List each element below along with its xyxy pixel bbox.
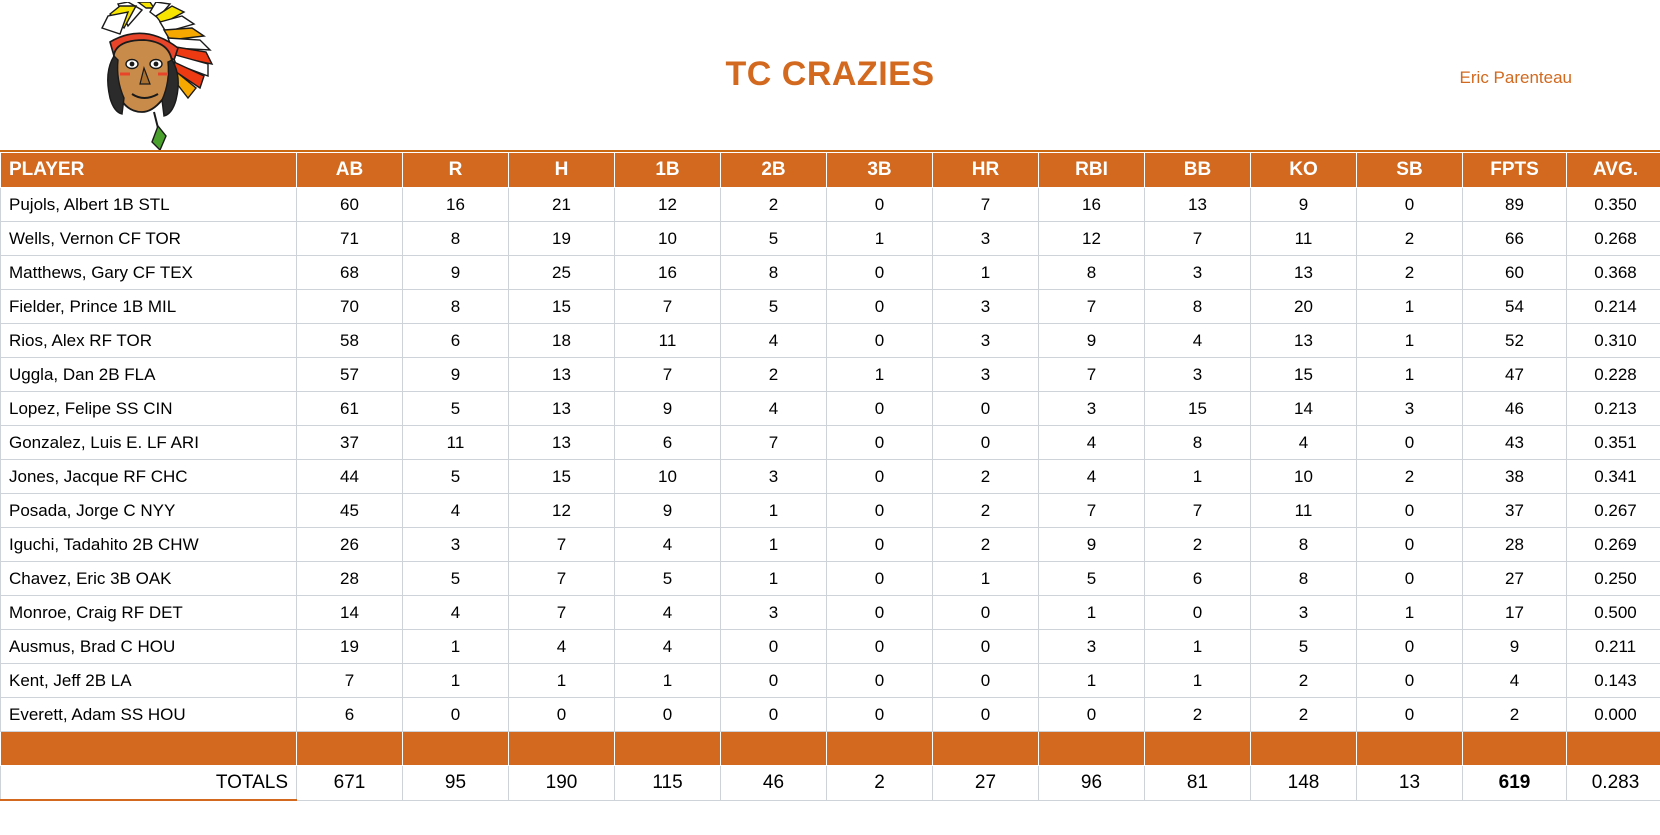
stat-2b: 2 bbox=[721, 358, 827, 392]
stat-2b: 0 bbox=[721, 698, 827, 732]
stat-fpts: 38 bbox=[1463, 460, 1567, 494]
stat-fpts: 89 bbox=[1463, 188, 1567, 222]
stat-hr: 7 bbox=[933, 188, 1039, 222]
stat-fpts: 28 bbox=[1463, 528, 1567, 562]
stat-rbi: 9 bbox=[1039, 528, 1145, 562]
stat-2b: 3 bbox=[721, 460, 827, 494]
stat-bb: 2 bbox=[1145, 528, 1251, 562]
stat-ko: 9 bbox=[1251, 188, 1357, 222]
stat-3b: 0 bbox=[827, 494, 933, 528]
stat-hr: 0 bbox=[933, 596, 1039, 630]
stat-r: 3 bbox=[403, 528, 509, 562]
stat-sb: 0 bbox=[1357, 188, 1463, 222]
stat-ko: 4 bbox=[1251, 426, 1357, 460]
column-header-h[interactable]: H bbox=[509, 153, 615, 188]
separator-cell bbox=[403, 732, 509, 766]
column-header-rbi[interactable]: RBI bbox=[1039, 153, 1145, 188]
stat-ko: 10 bbox=[1251, 460, 1357, 494]
separator-cell bbox=[1463, 732, 1567, 766]
stat-sb: 0 bbox=[1357, 562, 1463, 596]
table-row[interactable] bbox=[1, 562, 1660, 596]
stat-bb: 1 bbox=[1145, 630, 1251, 664]
player-name[interactable]: Jones, Jacque RF CHC bbox=[1, 460, 297, 494]
stat-h: 0 bbox=[509, 698, 615, 732]
stat-ab: 45 bbox=[297, 494, 403, 528]
stat-h: 15 bbox=[509, 460, 615, 494]
stat-h: 7 bbox=[509, 596, 615, 630]
stat-1b: 9 bbox=[615, 494, 721, 528]
separator-cell bbox=[721, 732, 827, 766]
column-header-1b[interactable]: 1B bbox=[615, 153, 721, 188]
stat-fpts: 54 bbox=[1463, 290, 1567, 324]
player-name[interactable]: Fielder, Prince 1B MIL bbox=[1, 290, 297, 324]
stat-hr: 1 bbox=[933, 562, 1039, 596]
stat-bb: 2 bbox=[1145, 698, 1251, 732]
separator-cell bbox=[933, 732, 1039, 766]
stat-rbi: 16 bbox=[1039, 188, 1145, 222]
totals-ko: 148 bbox=[1251, 766, 1357, 801]
stat-2b: 5 bbox=[721, 290, 827, 324]
stat-rbi: 7 bbox=[1039, 290, 1145, 324]
stat-rbi: 7 bbox=[1039, 494, 1145, 528]
stat-hr: 2 bbox=[933, 528, 1039, 562]
table-body bbox=[1, 188, 1660, 801]
separator-cell bbox=[1145, 732, 1251, 766]
stat-ko: 5 bbox=[1251, 630, 1357, 664]
stat-hr: 3 bbox=[933, 222, 1039, 256]
stat-2b: 2 bbox=[721, 188, 827, 222]
player-stats-table bbox=[0, 152, 1660, 801]
stat-ko: 11 bbox=[1251, 494, 1357, 528]
stat-bb: 8 bbox=[1145, 290, 1251, 324]
table-row[interactable] bbox=[1, 324, 1660, 358]
stat-hr: 0 bbox=[933, 630, 1039, 664]
stat-h: 21 bbox=[509, 188, 615, 222]
stat-1b: 10 bbox=[615, 460, 721, 494]
stat-fpts: 4 bbox=[1463, 664, 1567, 698]
totals-label: TOTALS bbox=[1, 766, 297, 801]
table-row[interactable] bbox=[1, 358, 1660, 392]
stat-rbi: 8 bbox=[1039, 256, 1145, 290]
stat-ab: 26 bbox=[297, 528, 403, 562]
column-header-ko[interactable]: KO bbox=[1251, 153, 1357, 188]
stat-1b: 4 bbox=[615, 528, 721, 562]
table-row[interactable] bbox=[1, 698, 1660, 732]
stat-ko: 2 bbox=[1251, 664, 1357, 698]
stat-fpts: 27 bbox=[1463, 562, 1567, 596]
stat-3b: 1 bbox=[827, 222, 933, 256]
column-header-fpts[interactable]: FPTS bbox=[1463, 153, 1567, 188]
stat-2b: 1 bbox=[721, 562, 827, 596]
table-row[interactable] bbox=[1, 494, 1660, 528]
stat-ko: 13 bbox=[1251, 256, 1357, 290]
stat-avg: 0.213 bbox=[1567, 392, 1660, 426]
table-row[interactable] bbox=[1, 630, 1660, 664]
stat-2b: 4 bbox=[721, 324, 827, 358]
stat-hr: 2 bbox=[933, 494, 1039, 528]
totals-ab: 671 bbox=[297, 766, 403, 801]
stat-sb: 2 bbox=[1357, 460, 1463, 494]
stat-sb: 1 bbox=[1357, 596, 1463, 630]
table-row[interactable] bbox=[1, 290, 1660, 324]
stat-fpts: 37 bbox=[1463, 494, 1567, 528]
totals-hr: 27 bbox=[933, 766, 1039, 801]
stat-h: 7 bbox=[509, 528, 615, 562]
stat-3b: 1 bbox=[827, 358, 933, 392]
stat-avg: 0.368 bbox=[1567, 256, 1660, 290]
column-header-player[interactable]: PLAYER bbox=[1, 153, 297, 188]
separator-cell bbox=[827, 732, 933, 766]
player-name[interactable]: Rios, Alex RF TOR bbox=[1, 324, 297, 358]
stat-3b: 0 bbox=[827, 698, 933, 732]
team-owner-name: Eric Parenteau bbox=[1459, 68, 1572, 87]
stat-avg: 0.310 bbox=[1567, 324, 1660, 358]
stat-rbi: 1 bbox=[1039, 664, 1145, 698]
table-row[interactable] bbox=[1, 528, 1660, 562]
stat-3b: 0 bbox=[827, 290, 933, 324]
stat-r: 4 bbox=[403, 596, 509, 630]
stat-sb: 1 bbox=[1357, 290, 1463, 324]
table-row[interactable] bbox=[1, 222, 1660, 256]
stat-hr: 0 bbox=[933, 664, 1039, 698]
stat-bb: 3 bbox=[1145, 256, 1251, 290]
stat-r: 5 bbox=[403, 562, 509, 596]
stat-3b: 0 bbox=[827, 562, 933, 596]
stat-ab: 68 bbox=[297, 256, 403, 290]
stat-hr: 1 bbox=[933, 256, 1039, 290]
stat-ab: 28 bbox=[297, 562, 403, 596]
stat-ab: 61 bbox=[297, 392, 403, 426]
stat-ab: 57 bbox=[297, 358, 403, 392]
stat-fpts: 52 bbox=[1463, 324, 1567, 358]
separator-cell bbox=[1, 732, 297, 766]
stat-3b: 0 bbox=[827, 460, 933, 494]
player-name[interactable]: Posada, Jorge C NYY bbox=[1, 494, 297, 528]
stat-bb: 4 bbox=[1145, 324, 1251, 358]
stat-rbi: 3 bbox=[1039, 630, 1145, 664]
stat-1b: 9 bbox=[615, 392, 721, 426]
table-row[interactable] bbox=[1, 256, 1660, 290]
column-header-hr[interactable]: HR bbox=[933, 153, 1039, 188]
stat-ab: 70 bbox=[297, 290, 403, 324]
table-row[interactable] bbox=[1, 596, 1660, 630]
stat-bb: 6 bbox=[1145, 562, 1251, 596]
stat-r: 5 bbox=[403, 460, 509, 494]
stat-ab: 6 bbox=[297, 698, 403, 732]
column-header-r[interactable]: R bbox=[403, 153, 509, 188]
stat-bb: 1 bbox=[1145, 460, 1251, 494]
stat-2b: 8 bbox=[721, 256, 827, 290]
player-name[interactable]: Gonzalez, Luis E. LF ARI bbox=[1, 426, 297, 460]
table-row[interactable] bbox=[1, 188, 1660, 222]
totals-avg: 0.283 bbox=[1567, 766, 1660, 801]
stat-sb: 0 bbox=[1357, 698, 1463, 732]
table-header-row bbox=[1, 153, 1660, 188]
stat-2b: 7 bbox=[721, 426, 827, 460]
stat-bb: 0 bbox=[1145, 596, 1251, 630]
separator-cell bbox=[1039, 732, 1145, 766]
stat-avg: 0.500 bbox=[1567, 596, 1660, 630]
stat-fpts: 47 bbox=[1463, 358, 1567, 392]
stat-3b: 0 bbox=[827, 630, 933, 664]
stat-ab: 19 bbox=[297, 630, 403, 664]
stat-avg: 0.143 bbox=[1567, 664, 1660, 698]
stat-bb: 3 bbox=[1145, 358, 1251, 392]
stat-h: 25 bbox=[509, 256, 615, 290]
stat-avg: 0.341 bbox=[1567, 460, 1660, 494]
stat-avg: 0.351 bbox=[1567, 426, 1660, 460]
stat-rbi: 0 bbox=[1039, 698, 1145, 732]
stat-sb: 0 bbox=[1357, 494, 1463, 528]
stat-avg: 0.269 bbox=[1567, 528, 1660, 562]
stat-2b: 4 bbox=[721, 392, 827, 426]
column-header-2b[interactable]: 2B bbox=[721, 153, 827, 188]
player-name[interactable]: Everett, Adam SS HOU bbox=[1, 698, 297, 732]
stat-3b: 0 bbox=[827, 596, 933, 630]
stat-hr: 0 bbox=[933, 392, 1039, 426]
stat-2b: 3 bbox=[721, 596, 827, 630]
stat-h: 12 bbox=[509, 494, 615, 528]
stat-hr: 3 bbox=[933, 324, 1039, 358]
stat-h: 19 bbox=[509, 222, 615, 256]
stat-1b: 7 bbox=[615, 358, 721, 392]
stat-avg: 0.000 bbox=[1567, 698, 1660, 732]
stat-rbi: 3 bbox=[1039, 392, 1145, 426]
stat-ko: 8 bbox=[1251, 562, 1357, 596]
stat-2b: 0 bbox=[721, 664, 827, 698]
player-name[interactable]: Kent, Jeff 2B LA bbox=[1, 664, 297, 698]
stat-sb: 1 bbox=[1357, 358, 1463, 392]
stat-h: 15 bbox=[509, 290, 615, 324]
stat-hr: 3 bbox=[933, 290, 1039, 324]
stat-rbi: 12 bbox=[1039, 222, 1145, 256]
stat-3b: 0 bbox=[827, 188, 933, 222]
stat-ko: 14 bbox=[1251, 392, 1357, 426]
team-title: TC CRAZIES bbox=[725, 55, 935, 93]
stat-rbi: 7 bbox=[1039, 358, 1145, 392]
player-name[interactable]: Uggla, Dan 2B FLA bbox=[1, 358, 297, 392]
totals-fpts: 619 bbox=[1463, 766, 1567, 801]
player-name[interactable]: Ausmus, Brad C HOU bbox=[1, 630, 297, 664]
stat-hr: 2 bbox=[933, 460, 1039, 494]
stat-1b: 7 bbox=[615, 290, 721, 324]
totals-h: 190 bbox=[509, 766, 615, 801]
stat-bb: 15 bbox=[1145, 392, 1251, 426]
stat-r: 8 bbox=[403, 290, 509, 324]
player-name[interactable]: Wells, Vernon CF TOR bbox=[1, 222, 297, 256]
stat-2b: 1 bbox=[721, 528, 827, 562]
stat-ko: 8 bbox=[1251, 528, 1357, 562]
stat-hr: 0 bbox=[933, 698, 1039, 732]
table-row[interactable] bbox=[1, 426, 1660, 460]
stat-3b: 0 bbox=[827, 324, 933, 358]
stat-ab: 37 bbox=[297, 426, 403, 460]
totals-2b: 46 bbox=[721, 766, 827, 801]
stat-rbi: 4 bbox=[1039, 460, 1145, 494]
stat-r: 0 bbox=[403, 698, 509, 732]
stat-rbi: 1 bbox=[1039, 596, 1145, 630]
table-row[interactable] bbox=[1, 392, 1660, 426]
player-name[interactable]: Matthews, Gary CF TEX bbox=[1, 256, 297, 290]
stat-r: 9 bbox=[403, 256, 509, 290]
stat-avg: 0.268 bbox=[1567, 222, 1660, 256]
stat-2b: 1 bbox=[721, 494, 827, 528]
stat-bb: 1 bbox=[1145, 664, 1251, 698]
stat-h: 1 bbox=[509, 664, 615, 698]
totals-3b: 2 bbox=[827, 766, 933, 801]
stat-sb: 3 bbox=[1357, 392, 1463, 426]
stat-1b: 16 bbox=[615, 256, 721, 290]
stat-avg: 0.214 bbox=[1567, 290, 1660, 324]
totals-row bbox=[1, 766, 1660, 801]
page-header bbox=[0, 0, 1660, 152]
stat-h: 13 bbox=[509, 358, 615, 392]
stat-sb: 0 bbox=[1357, 630, 1463, 664]
stat-1b: 10 bbox=[615, 222, 721, 256]
totals-rbi: 96 bbox=[1039, 766, 1145, 801]
stat-sb: 1 bbox=[1357, 324, 1463, 358]
stat-r: 11 bbox=[403, 426, 509, 460]
stat-sb: 0 bbox=[1357, 528, 1463, 562]
separator-row bbox=[1, 732, 1660, 766]
stat-sb: 0 bbox=[1357, 664, 1463, 698]
separator-cell bbox=[1567, 732, 1660, 766]
column-header-3b[interactable]: 3B bbox=[827, 153, 933, 188]
totals-r: 95 bbox=[403, 766, 509, 801]
totals-bb: 81 bbox=[1145, 766, 1251, 801]
stat-h: 7 bbox=[509, 562, 615, 596]
totals-1b: 115 bbox=[615, 766, 721, 801]
stat-3b: 0 bbox=[827, 392, 933, 426]
stat-hr: 0 bbox=[933, 426, 1039, 460]
stat-3b: 0 bbox=[827, 256, 933, 290]
stat-h: 18 bbox=[509, 324, 615, 358]
separator-cell bbox=[1251, 732, 1357, 766]
stat-3b: 0 bbox=[827, 664, 933, 698]
stat-fpts: 9 bbox=[1463, 630, 1567, 664]
stat-r: 4 bbox=[403, 494, 509, 528]
stat-rbi: 4 bbox=[1039, 426, 1145, 460]
stat-avg: 0.350 bbox=[1567, 188, 1660, 222]
stat-ab: 58 bbox=[297, 324, 403, 358]
totals-sb: 13 bbox=[1357, 766, 1463, 801]
stat-h: 4 bbox=[509, 630, 615, 664]
stat-1b: 4 bbox=[615, 630, 721, 664]
stat-sb: 0 bbox=[1357, 426, 1463, 460]
stat-bb: 7 bbox=[1145, 222, 1251, 256]
stat-1b: 12 bbox=[615, 188, 721, 222]
player-name[interactable]: Chavez, Eric 3B OAK bbox=[1, 562, 297, 596]
stat-r: 5 bbox=[403, 392, 509, 426]
player-name[interactable]: Lopez, Felipe SS CIN bbox=[1, 392, 297, 426]
stat-avg: 0.250 bbox=[1567, 562, 1660, 596]
column-header-bb[interactable]: BB bbox=[1145, 153, 1251, 188]
separator-cell bbox=[297, 732, 403, 766]
stat-ab: 14 bbox=[297, 596, 403, 630]
stat-1b: 0 bbox=[615, 698, 721, 732]
column-header-sb[interactable]: SB bbox=[1357, 153, 1463, 188]
stat-r: 1 bbox=[403, 630, 509, 664]
stat-2b: 0 bbox=[721, 630, 827, 664]
stat-avg: 0.267 bbox=[1567, 494, 1660, 528]
stat-fpts: 43 bbox=[1463, 426, 1567, 460]
stat-fpts: 2 bbox=[1463, 698, 1567, 732]
stat-ab: 7 bbox=[297, 664, 403, 698]
stat-fpts: 46 bbox=[1463, 392, 1567, 426]
stat-fpts: 66 bbox=[1463, 222, 1567, 256]
stat-1b: 6 bbox=[615, 426, 721, 460]
stat-3b: 0 bbox=[827, 426, 933, 460]
stat-ab: 44 bbox=[297, 460, 403, 494]
stat-rbi: 9 bbox=[1039, 324, 1145, 358]
stat-bb: 8 bbox=[1145, 426, 1251, 460]
table-row[interactable] bbox=[1, 460, 1660, 494]
stat-r: 8 bbox=[403, 222, 509, 256]
stat-ko: 3 bbox=[1251, 596, 1357, 630]
stat-1b: 4 bbox=[615, 596, 721, 630]
separator-cell bbox=[615, 732, 721, 766]
stat-1b: 5 bbox=[615, 562, 721, 596]
stat-ko: 15 bbox=[1251, 358, 1357, 392]
table-row[interactable] bbox=[1, 664, 1660, 698]
stat-fpts: 60 bbox=[1463, 256, 1567, 290]
separator-cell bbox=[509, 732, 615, 766]
stat-hr: 3 bbox=[933, 358, 1039, 392]
stat-ab: 71 bbox=[297, 222, 403, 256]
stat-h: 13 bbox=[509, 426, 615, 460]
stat-avg: 0.228 bbox=[1567, 358, 1660, 392]
stat-bb: 7 bbox=[1145, 494, 1251, 528]
stat-r: 6 bbox=[403, 324, 509, 358]
stat-bb: 13 bbox=[1145, 188, 1251, 222]
player-name[interactable]: Monroe, Craig RF DET bbox=[1, 596, 297, 630]
stat-r: 1 bbox=[403, 664, 509, 698]
stat-r: 9 bbox=[403, 358, 509, 392]
stat-r: 16 bbox=[403, 188, 509, 222]
stat-ko: 20 bbox=[1251, 290, 1357, 324]
player-name[interactable]: Iguchi, Tadahito 2B CHW bbox=[1, 528, 297, 562]
player-name[interactable]: Pujols, Albert 1B STL bbox=[1, 188, 297, 222]
stat-ko: 2 bbox=[1251, 698, 1357, 732]
stat-3b: 0 bbox=[827, 528, 933, 562]
stat-ab: 60 bbox=[297, 188, 403, 222]
stat-sb: 2 bbox=[1357, 256, 1463, 290]
stat-ko: 13 bbox=[1251, 324, 1357, 358]
stat-1b: 1 bbox=[615, 664, 721, 698]
stat-rbi: 5 bbox=[1039, 562, 1145, 596]
column-header-ab[interactable]: AB bbox=[297, 153, 403, 188]
stat-sb: 2 bbox=[1357, 222, 1463, 256]
stat-fpts: 17 bbox=[1463, 596, 1567, 630]
stat-2b: 5 bbox=[721, 222, 827, 256]
stat-1b: 11 bbox=[615, 324, 721, 358]
stat-h: 13 bbox=[509, 392, 615, 426]
stat-avg: 0.211 bbox=[1567, 630, 1660, 664]
stat-ko: 11 bbox=[1251, 222, 1357, 256]
column-header-avg[interactable]: AVG. bbox=[1567, 153, 1660, 188]
separator-cell bbox=[1357, 732, 1463, 766]
